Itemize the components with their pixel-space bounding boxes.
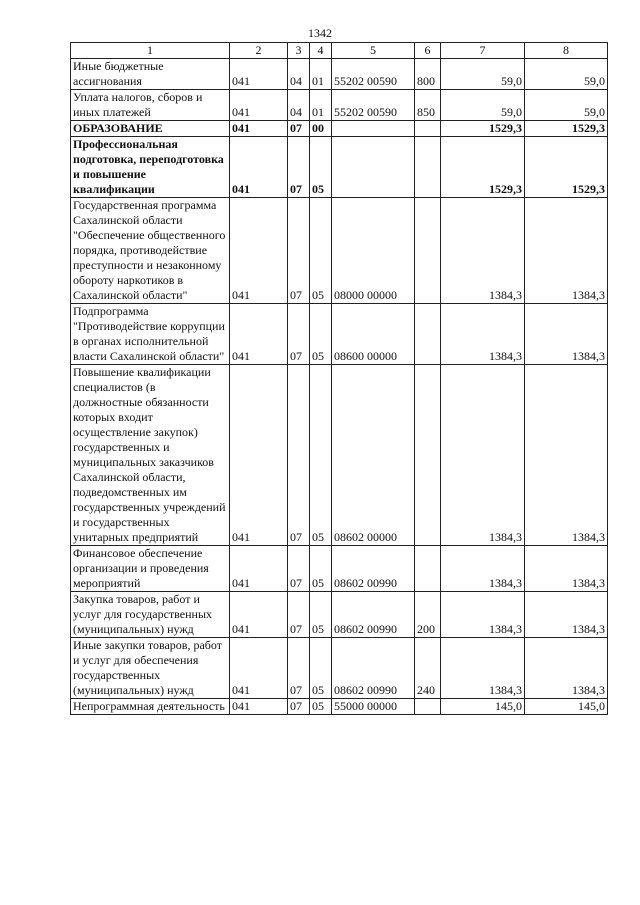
row-amount-8-cell: 1384,3: [525, 638, 608, 699]
budget-table: [70, 42, 608, 715]
row-code-cell: 041: [230, 638, 288, 699]
row-amount-8-cell: 1529,3: [525, 137, 608, 198]
row-amount-8-cell: 1384,3: [525, 592, 608, 638]
row-expense-type-cell: [415, 137, 441, 198]
row-target-cell: 55202 00590: [332, 90, 415, 121]
row-amount-8-cell: 59,0: [525, 90, 608, 121]
row-name-cell: Профессиональная подготовка, переподготовка и повышение квалификации: [71, 137, 230, 198]
header-row: [71, 43, 608, 59]
row-section-cell: 04: [288, 59, 310, 90]
row-subsection-cell: 05: [310, 304, 332, 365]
row-name-cell: Повышение квалификации специалистов (в должностные обязанности которых входит осуществление закупок) государственных и муниципальных заказчиков Сахалинской области, подведомственных им государственных учреждений и государственных унитарных предприятий: [71, 365, 230, 546]
table-row: [71, 59, 608, 90]
row-code-cell: 041: [230, 304, 288, 365]
row-amount-7-cell: 1529,3: [441, 137, 525, 198]
row-subsection-cell: 05: [310, 198, 332, 304]
row-section-cell: 07: [288, 592, 310, 638]
row-target-cell: [332, 121, 415, 137]
col-header-2: 2: [230, 43, 288, 59]
row-section-cell: 07: [288, 638, 310, 699]
table-row: [71, 121, 608, 137]
row-subsection-cell: 01: [310, 90, 332, 121]
row-amount-7-cell: 59,0: [441, 90, 525, 121]
row-expense-type-cell: 240: [415, 638, 441, 699]
row-amount-8-cell: 59,0: [525, 59, 608, 90]
row-code-cell: 041: [230, 699, 288, 715]
row-subsection-cell: 05: [310, 546, 332, 592]
col-header-5: 5: [332, 43, 415, 59]
row-amount-8-cell: 1384,3: [525, 546, 608, 592]
row-target-cell: 55202 00590: [332, 59, 415, 90]
row-name-cell: Финансовое обеспечение организации и проведения мероприятий: [71, 546, 230, 592]
row-name-cell: Уплата налогов, сборов и иных платежей: [71, 90, 230, 121]
row-amount-7-cell: 1384,3: [441, 365, 525, 546]
row-amount-7-cell: 1384,3: [441, 304, 525, 365]
row-target-cell: 08602 00000: [332, 365, 415, 546]
col-header-8: 8: [525, 43, 608, 59]
row-code-cell: 041: [230, 365, 288, 546]
page-number: 1342: [308, 26, 332, 40]
row-section-cell: 07: [288, 121, 310, 137]
row-subsection-cell: 05: [310, 365, 332, 546]
row-amount-7-cell: 1384,3: [441, 546, 525, 592]
table-row: [71, 546, 608, 592]
row-expense-type-cell: 850: [415, 90, 441, 121]
row-expense-type-cell: 800: [415, 59, 441, 90]
row-name-cell: Иные закупки товаров, работ и услуг для обеспечения государственных (муниципальных) нужд: [71, 638, 230, 699]
row-target-cell: [332, 137, 415, 198]
row-amount-7-cell: 59,0: [441, 59, 525, 90]
table-row: [71, 304, 608, 365]
row-amount-8-cell: 1384,3: [525, 365, 608, 546]
row-section-cell: 07: [288, 304, 310, 365]
row-code-cell: 041: [230, 198, 288, 304]
row-section-cell: 07: [288, 546, 310, 592]
row-target-cell: 55000 00000: [332, 699, 415, 715]
row-target-cell: 08000 00000: [332, 198, 415, 304]
row-code-cell: 041: [230, 59, 288, 90]
row-amount-7-cell: 1384,3: [441, 638, 525, 699]
row-code-cell: 041: [230, 546, 288, 592]
col-header-3: 3: [288, 43, 310, 59]
row-code-cell: 041: [230, 137, 288, 198]
row-amount-8-cell: 1384,3: [525, 304, 608, 365]
row-target-cell: 08602 00990: [332, 592, 415, 638]
row-amount-8-cell: 1384,3: [525, 198, 608, 304]
row-expense-type-cell: 200: [415, 592, 441, 638]
row-target-cell: 08600 00000: [332, 304, 415, 365]
table-row: [71, 638, 608, 699]
row-subsection-cell: 01: [310, 59, 332, 90]
table-row: [71, 365, 608, 546]
row-expense-type-cell: [415, 304, 441, 365]
row-expense-type-cell: [415, 365, 441, 546]
row-name-cell: Закупка товаров, работ и услуг для государственных (муниципальных) нужд: [71, 592, 230, 638]
row-amount-8-cell: 1529,3: [525, 121, 608, 137]
row-code-cell: 041: [230, 592, 288, 638]
table-row: [71, 90, 608, 121]
table-row: [71, 137, 608, 198]
row-expense-type-cell: [415, 198, 441, 304]
row-subsection-cell: 05: [310, 137, 332, 198]
row-section-cell: 07: [288, 198, 310, 304]
row-code-cell: 041: [230, 121, 288, 137]
table-row: [71, 699, 608, 715]
row-name-cell: Государственная программа Сахалинской области "Обеспечение общественного порядка, противодействие преступности и незаконному обороту наркотиков в Сахалинской области": [71, 198, 230, 304]
row-subsection-cell: 05: [310, 638, 332, 699]
row-amount-7-cell: 1384,3: [441, 592, 525, 638]
row-name-cell: ОБРАЗОВАНИЕ: [71, 121, 230, 137]
row-target-cell: 08602 00990: [332, 638, 415, 699]
row-amount-7-cell: 145,0: [441, 699, 525, 715]
row-subsection-cell: 05: [310, 699, 332, 715]
row-name-cell: Непрограммная деятельность: [71, 699, 230, 715]
row-amount-7-cell: 1384,3: [441, 198, 525, 304]
row-section-cell: 07: [288, 137, 310, 198]
table-row: [71, 198, 608, 304]
row-section-cell: 04: [288, 90, 310, 121]
row-name-cell: Подпрограмма "Противодействие коррупции в органах исполнительной власти Сахалинской области": [71, 304, 230, 365]
row-subsection-cell: 00: [310, 121, 332, 137]
row-target-cell: 08602 00990: [332, 546, 415, 592]
row-subsection-cell: 05: [310, 592, 332, 638]
row-expense-type-cell: [415, 699, 441, 715]
table-row: [71, 592, 608, 638]
row-code-cell: 041: [230, 90, 288, 121]
row-name-cell: Иные бюджетные ассигнования: [71, 59, 230, 90]
row-amount-8-cell: 145,0: [525, 699, 608, 715]
row-section-cell: 07: [288, 699, 310, 715]
col-header-4: 4: [310, 43, 332, 59]
col-header-6: 6: [415, 43, 441, 59]
row-amount-7-cell: 1529,3: [441, 121, 525, 137]
col-header-7: 7: [441, 43, 525, 59]
col-header-1: 1: [71, 43, 230, 59]
row-expense-type-cell: [415, 121, 441, 137]
row-expense-type-cell: [415, 546, 441, 592]
row-section-cell: 07: [288, 365, 310, 546]
